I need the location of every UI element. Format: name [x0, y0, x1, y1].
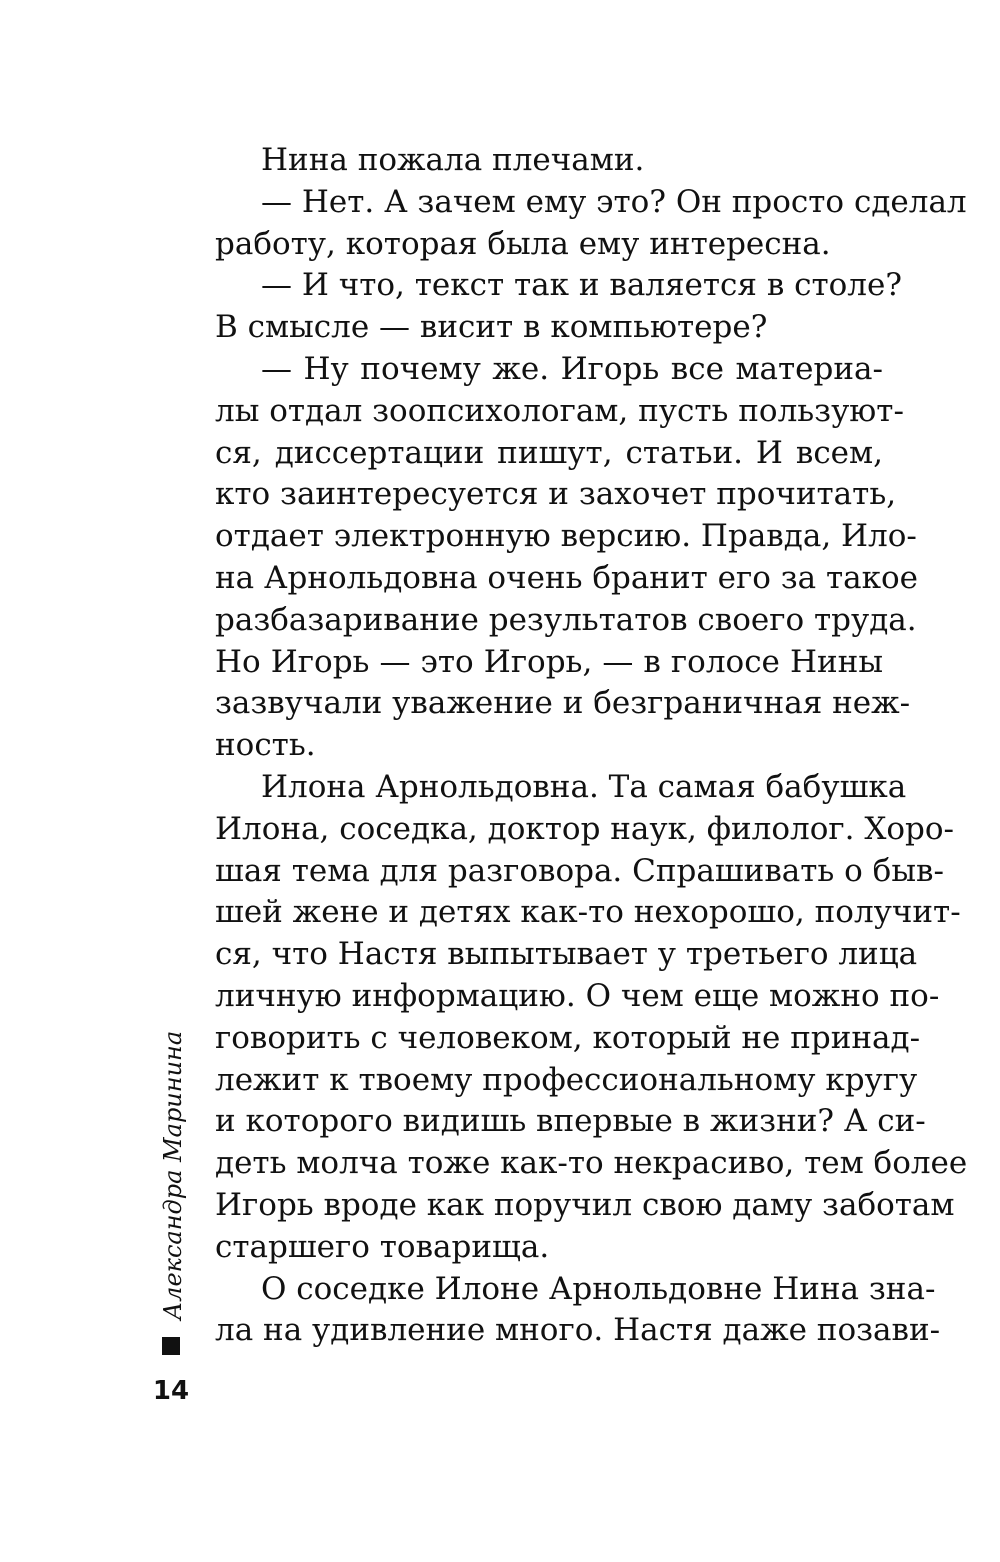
text-line: разбазаривание результатов своего труда.	[215, 601, 917, 638]
text-line: зазвучали уважение и безграничная неж-	[215, 685, 911, 722]
text-line: Игорь вроде как поручил свою даму заботам	[215, 1186, 955, 1223]
text-line: — Нет. А зачем ему это? Он просто сделал	[261, 183, 967, 220]
text-line: шая тема для разговора. Спрашивать о быв-	[215, 852, 944, 889]
running-head-author: Александра Маринина	[159, 1030, 187, 1320]
body-text	[215, 140, 968, 1352]
page-number: 14	[152, 1376, 190, 1406]
text-line: старшего товарища.	[215, 1228, 550, 1265]
text-line: деть молча тоже как-то некрасиво, тем более	[215, 1145, 968, 1182]
text-line: лы отдал зоопсихологам, пусть пользуют-	[215, 392, 904, 429]
text-line: и которого видишь впервые в жизни? А си-	[215, 1103, 926, 1140]
text-line: ся, что Настя выпытывает у третьего лица	[215, 936, 918, 973]
square-marker-icon	[162, 1337, 180, 1355]
text-line: говорить с человеком, который не принад-	[215, 1019, 921, 1056]
text-line: на Арнольдовна очень бранит его за такое	[215, 559, 918, 596]
text-line: ность.	[215, 727, 316, 764]
text-line: Илона Арнольдовна. Та самая бабушка	[261, 768, 907, 805]
text-line: работу, которая была ему интересна.	[215, 225, 831, 262]
text-line: Но Игорь — это Игорь, — в голосе Нины	[215, 643, 883, 680]
text-line: отдает электронную версию. Правда, Ило-	[215, 518, 917, 555]
text-line: кто заинтересуется и захочет прочитать,	[215, 476, 897, 513]
text-line: ла на удивление много. Настя даже позави-	[215, 1312, 941, 1349]
text-line: — Ну почему же. Игорь все материа-	[261, 350, 883, 387]
text-line: личную информацию. О чем еще можно по-	[215, 977, 940, 1014]
text-line: лежит к твоему профессиональному кругу	[215, 1061, 918, 1098]
text-line: О соседке Илоне Арнольдовне Нина зна-	[261, 1270, 936, 1307]
text-line: ся, диссертации пишут, статьи. И всем,	[215, 434, 883, 471]
text-line: — И что, текст так и валяется в столе?	[261, 267, 902, 304]
text-line: Илона, соседка, доктор наук, филолог. Хоро-	[215, 810, 955, 847]
text-line: В смысле — висит в компьютере?	[215, 309, 768, 346]
text-line: шей жене и детях как-то нехорошо, получит-	[215, 894, 961, 931]
text-line: Нина пожала плечами.	[261, 142, 645, 178]
